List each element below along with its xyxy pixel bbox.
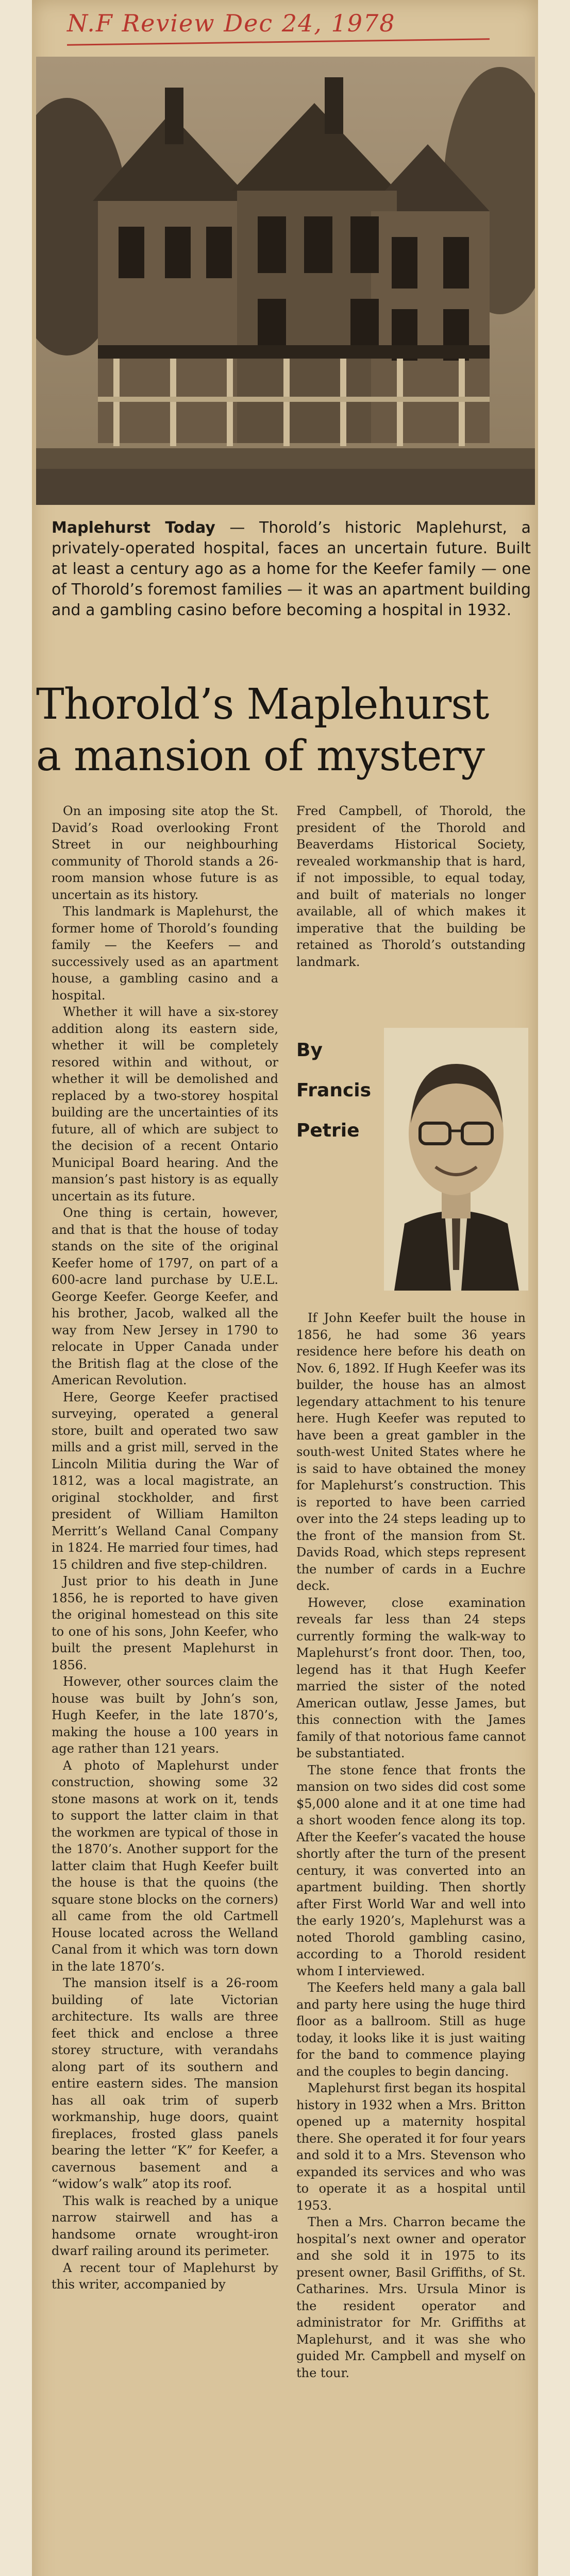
author-portrait-illustration — [384, 1028, 528, 1291]
byline-last-name: Petrie — [296, 1120, 360, 1141]
headline-line-1: Thorold’s Maplehurst — [36, 680, 489, 729]
paragraph: Whether it will have a six-storey addition along its eastern side, whether it will be completely resored within and without, or whether it will be demolished and replaced by a two-storey hospital building are the uncertainties of its future, all of which are subject to the decision of a recent Ontario Municipal Board hearing. And the mansion’s past history is as equally uncertain as its future. — [52, 1005, 278, 1204]
caption-lead: Maplehurst Today — [52, 519, 215, 537]
handwritten-note — [67, 9, 510, 45]
paragraph: Then a Mrs. Charron became the hospital’s next owner and operator and she sold it in 1975 to its present owner, Basil Griffiths, of St. Catharines. Mrs. Ursula Minor is the resident operator and administrator for Mr. Griffiths at Maplehurst, and it was she who guided Mr. Campbell and myself on the tour. — [296, 2215, 526, 2380]
photo-caption — [52, 518, 531, 621]
paragraph: The stone fence that fronts the mansion on two sides did cost some $5,000 alone and it at one time had a short wooden fence along its top. After the Keefer’s vacated the house shortly after the turn of the present century, it was converted into an apartment building. Then shortly after First World War and well into the early 1920’s, Maplehurst was a noted Thorold gambling casino, according to a Thorold resident whom I interviewed. — [296, 1762, 526, 1978]
mansion-illustration — [36, 57, 535, 505]
article-column-left — [52, 803, 278, 2293]
paragraph: One thing is certain, however, and that is that the house of today stands on the site of the original Keefer home of 1797, on part of a 600-acre land purchase by U.E.L. George Keefer. George Keefer, and his brother, Jacob, walked all the way from New Jersey in 1790 to relocate in Upper Canada under the British flag at the close of the American Revolution. — [52, 1206, 278, 1387]
caption-text: — Thorold’s historic Maplehurst, a privately-operated hospital, faces an uncertain future. Built at least a century ago as a home for the Keefer family — one of Thorold’s foremost families — it was an apartment building and a gambling casino before becoming a hospital in 1932. — [52, 519, 531, 619]
paragraph: A photo of Maplehurst under construction, showing some 32 stone masons at work on it, tends to support the latter claim in that the workmen are typical of those in the 1870’s. Another support for the latter claim that Hugh Keefer built the house is that the quoins (the square stone blocks on the corners) all came from the old Cartmell House located across the Welland Canal from it which was torn down in the late 1870’s. — [52, 1758, 278, 1974]
article-column-right-top — [296, 803, 526, 970]
paragraph: The mansion itself is a 26-room building of late Victorian architecture. Its walls are three feet thick and enclose a three storey structure, with verandahs along part of its southern and entire eastern sides. The mansion has all oak trim of superb workmanship, huge doors, quaint fireplaces, frosted glass panels bearing the letter “K” for Keefer, a cavernous basement and a “widow’s walk” atop its roof. — [52, 1976, 278, 2191]
byline-first-name: Francis — [296, 1080, 372, 1101]
paragraph: This landmark is Maplehurst, the former home of Thorold’s founding family — the Keefers — and successively used as an apartment house, a gambling casino and a hospital. — [52, 904, 278, 1003]
paragraph: A recent tour of Maplehurst by this writer, accompanied by — [52, 2260, 278, 2292]
paragraph: Here, George Keefer practised surveying, operated a general store, built and operated two saw mills and a grist mill, served in the Lincoln Militia during the War of 1812, was a local magistrate, an original stockholder, and first president of William Hamilton Merritt’s Welland Canal Company in 1824. He married four times, had 15 children and five step-children. — [52, 1389, 278, 1572]
handwritten-underline — [67, 38, 490, 45]
mansion-photo — [36, 57, 535, 505]
paragraph: However, other sources claim the house was built by John’s son, Hugh Keefer, in the late 1870’s, making the house a 100 years in age rather than 121 years. — [52, 1674, 278, 1756]
paragraph: This walk is reached by a unique narrow stairwell and has a handsome ornate wrought-iron dwarf railing around its perimeter. — [52, 2193, 278, 2258]
author-portrait — [384, 1028, 528, 1291]
article-column-right — [296, 1310, 526, 2381]
handwritten-note-text: N.F Review Dec 24, 1978 — [67, 9, 396, 37]
paragraph: However, close examination reveals far less than 24 steps currently forming the walk-way to Maplehurst’s front door. Then, too, legend has it that Hugh Keefer married the sister of the noted American outlaw, Jesse James, but this connection with the James family of that notorious fame cannot be substantiated. — [296, 1595, 526, 1760]
paragraph: On an imposing site atop the St. David’s Road overlooking Front Street in our neighbourhing community of Thorold stands a 26-room mansion whose future is as uncertain as its history. — [52, 804, 278, 902]
headline — [36, 679, 531, 782]
paragraph: Fred Campbell, of Thorold, the president of the Thorold and Beaverdams Historical Society, revealed workmanship that is hard, if not impossible, to equal today, and built of materials no longer available, all of which makes it imperative that the building be retained as Thorold’s outstanding landmark. — [296, 804, 526, 969]
paragraph: Just prior to his death in June 1856, he is reported to have given the original homestead on this site to one of his sons, John Keefer, who built the present Maplehurst in 1856. — [52, 1574, 278, 1672]
headline-line-2: a mansion of mystery — [36, 732, 484, 781]
paragraph: Maplehurst first began its hospital history in 1932 when a Mrs. Britton opened up a maternity hospital there. She operated it for four years and sold it to a Mrs. Stevenson who expanded its services and who was to operate it as a hospital until 1953. — [296, 2081, 526, 2213]
paragraph: The Keefers held many a gala ball and party here using the huge third floor as a ballroom. Still as huge today, it looks like it is just waiting for the band to commence playing and the couples to begin dancing. — [296, 1980, 526, 2079]
byline-by: By — [296, 1040, 323, 1061]
paragraph: If John Keefer built the house in 1856, he had some 36 years residence here before his death on Nov. 6, 1892. If Hugh Keefer was its builder, the house has an almost legendary attachment to his tenure here. Hugh Keefer was reputed to have been a great gambler in the south-west United States where he is said to have obtained the money for Maplehurst’s construction. This is reported to have been carried over into the 24 steps leading up to the front of the mansion from St. Davids Road, which steps represent the number of cards in a Euchre deck. — [296, 1311, 526, 1593]
byline — [296, 1030, 374, 1151]
